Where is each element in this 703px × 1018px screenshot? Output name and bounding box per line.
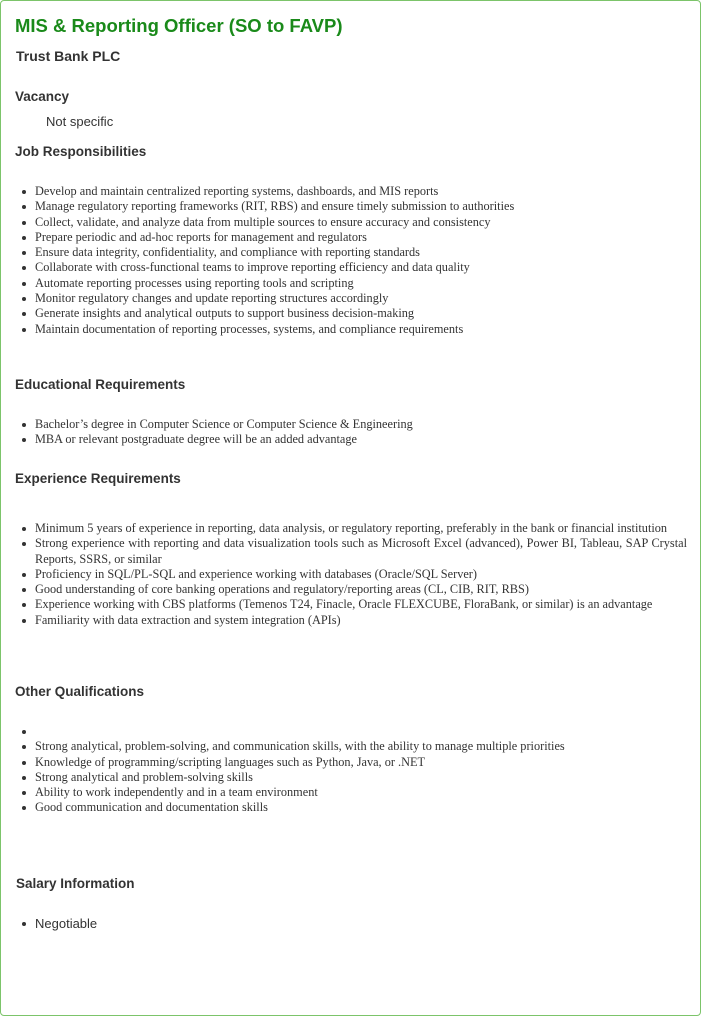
responsibilities-heading: Job Responsibilities	[15, 144, 147, 159]
list-item: Collect, validate, and analyze data from multiple sources to ensure accuracy and consistency	[35, 215, 685, 230]
other-qualifications-heading: Other Qualifications	[15, 684, 145, 699]
salary-list	[35, 915, 685, 932]
experience-heading: Experience Requirements	[15, 471, 181, 486]
list-item: Minimum 5 years of experience in reporting, data analysis, or regulatory reporting, preferably in the bank or financial institution	[35, 521, 687, 536]
job-title: MIS & Reporting Officer (SO to FAVP)	[15, 15, 343, 36]
list-item: Monitor regulatory changes and update reporting structures accordingly	[35, 291, 685, 306]
list-item: Generate insights and analytical outputs to support business decision-making	[35, 306, 685, 321]
company-name: Trust Bank PLC	[16, 48, 121, 64]
list-item: MBA or relevant postgraduate degree will be an added advantage	[35, 432, 685, 447]
salary-heading: Salary Information	[16, 876, 135, 891]
list-item: Strong experience with reporting and data visualization tools such as Microsoft Excel (advanced), Power BI, Tableau, SAP Crystal Reports, SSRS, or similar	[35, 536, 687, 566]
experience-list	[35, 521, 687, 628]
list-item: Good understanding of core banking operations and regulatory/reporting areas (CL, CIB, RIT, RBS)	[35, 582, 687, 597]
list-item: Maintain documentation of reporting processes, systems, and compliance requirements	[35, 322, 685, 337]
list-item	[35, 724, 685, 739]
vacancy-value: Not specific	[46, 114, 114, 129]
responsibilities-list	[35, 184, 685, 337]
list-item: Knowledge of programming/scripting languages such as Python, Java, or .NET	[35, 755, 685, 770]
list-item: Bachelor’s degree in Computer Science or Computer Science & Engineering	[35, 417, 685, 432]
list-item: Ability to work independently and in a team environment	[35, 785, 685, 800]
education-heading: Educational Requirements	[15, 377, 186, 392]
list-item: Manage regulatory reporting frameworks (RIT, RBS) and ensure timely submission to authorities	[35, 199, 685, 214]
other-qualifications-list	[35, 724, 685, 816]
vacancy-heading: Vacancy	[15, 89, 70, 104]
list-item: Negotiable	[35, 915, 685, 932]
list-item: Ensure data integrity, confidentiality, and compliance with reporting standards	[35, 245, 685, 260]
list-item: Experience working with CBS platforms (Temenos T24, Finacle, Oracle FLEXCUBE, FloraBank, or similar) is an advantage	[35, 597, 687, 612]
list-item: Automate reporting processes using reporting tools and scripting	[35, 276, 685, 291]
list-item: Strong analytical and problem-solving skills	[35, 770, 685, 785]
list-item: Collaborate with cross-functional teams to improve reporting efficiency and data quality	[35, 260, 685, 275]
list-item: Prepare periodic and ad-hoc reports for management and regulators	[35, 230, 685, 245]
education-list	[35, 417, 685, 448]
list-item: Develop and maintain centralized reporting systems, dashboards, and MIS reports	[35, 184, 685, 199]
list-item: Proficiency in SQL/PL-SQL and experience working with databases (Oracle/SQL Server)	[35, 567, 687, 582]
list-item: Familiarity with data extraction and system integration (APIs)	[35, 613, 687, 628]
list-item: Strong analytical, problem-solving, and communication skills, with the ability to manage multiple priorities	[35, 739, 685, 754]
list-item: Good communication and documentation skills	[35, 800, 685, 815]
